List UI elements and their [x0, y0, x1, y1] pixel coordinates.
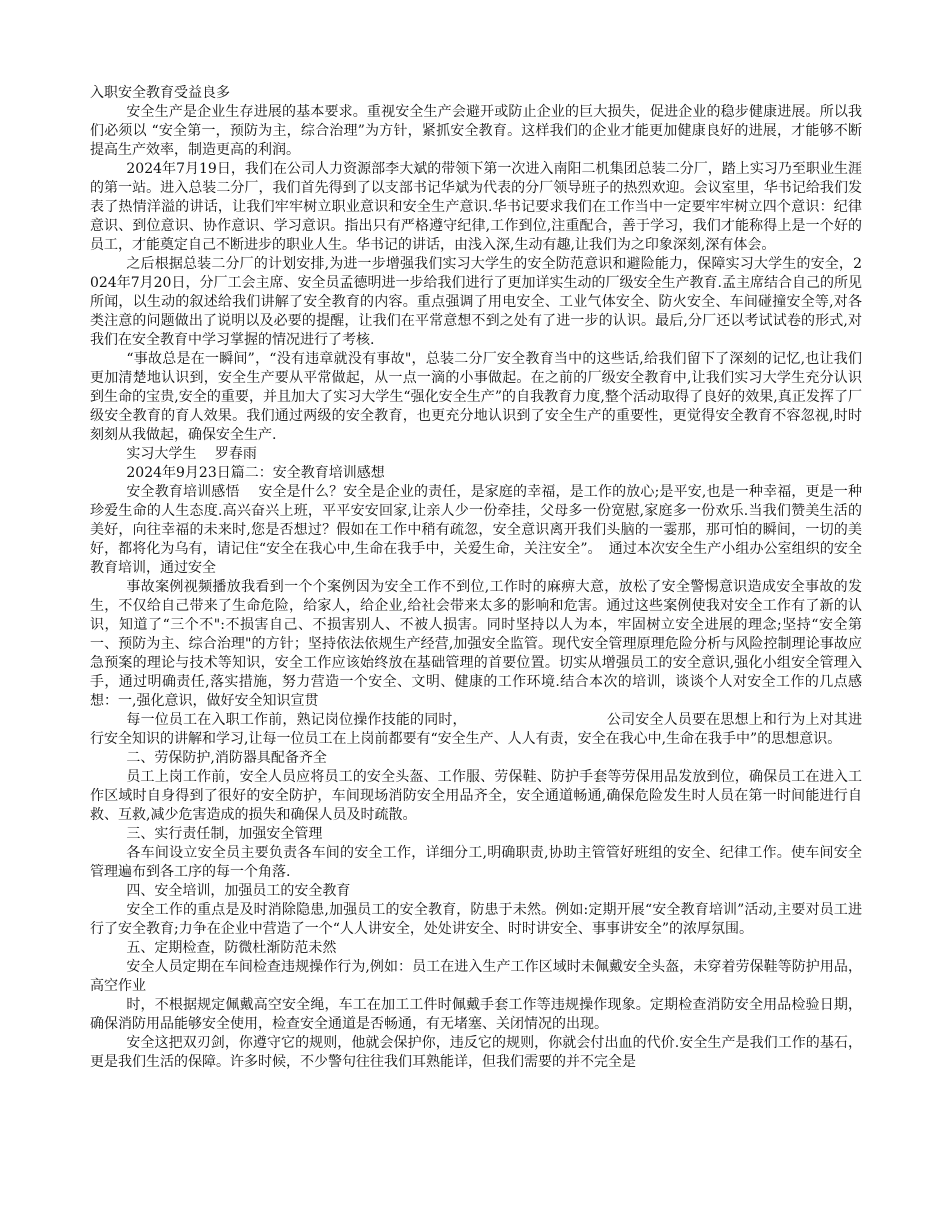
signature: 实习大学生 罗春雨 — [126, 446, 257, 462]
document-page — [90, 84, 862, 1072]
paragraph: 事故案例视频播放我看到一个个案例因为安全工作不到位,工作时的麻痹大意，放松了安全警惕意识造成安全事故的发生，不仅给自己带来了生命危险，给家人，给企业,给社会带来太多的影响和危害。通过这些案例使我对安全工作有了新的认识，知道了“三个不":不损害自己、不损害别人、不被人损害。同时坚持以人为本，牢固树立安全进展的理念;坚持“安全第一、预防为主、综合治理"的方针；坚持依法依规生产经营,加强安全监管。现代安全管理原理危险分析与风险控制理论事故应急预案的理论与技术等知识，安全工作应该始终放在基础管理的首要位置。切实从增强员工的安全意识,强化小组安全管理入手，通过明确责任,落实措施，努力营造一个安全、文明、健康的工作环境.结合本次的培训，谈谈个人对安全工作的几点感想：一,强化意识，做好安全知识宣贯 — [90, 579, 862, 709]
section-heading: 四、安全培训，加强员工的安全教育 — [126, 883, 351, 899]
section-body: 安全人员定期在车间检查违规操作行为,例如：员工在进入生产工作区域时未佩戴安全头盔，未穿着劳保鞋等防护用品，高空作业 — [90, 959, 862, 994]
paragraph: “事故总是在一瞬间”，“没有违章就没有事故"，总装二分厂安全教育当中的这些话,给我们留下了深刻的记忆,也让我们更加清楚地认识到，安全生产要从平常做起，从一点一滴的小事做起。在之前的厂级安全教育中,让我们实习大学生充分认识到生命的宝贵,安全的重要，并且加大了实习大学生“强化安全生产”的自我教育力度,整个活动取得了良好的效果,真正发挥了厂级安全教育的育人效果。我们通过两级的安全教育，也更充分地认识到了安全生产的重要性，更觉得安全教育不容忽视,时时刻刻从我做起，确保安全生产. — [90, 351, 862, 443]
section-body: 各车间设立安全员主要负责各车间的安全工作，详细分工,明确职责,协助主管管好班组的安全、纪律工作。使车间安全管理遍布到各工序的每一个角落. — [90, 845, 862, 880]
section-body: 安全工作的重点是及时消除隐患,加强员工的安全教育，防患于未然。例如:定期开展“安全教育培训”活动,主要对员工进行了安全教育;力争在企业中营造了一个“人人讲安全，处处讲安全、时时讲安全、事事讲安全”的浓厚氛围。 — [90, 902, 862, 937]
paragraph: 2024年7月19日，我们在公司人力资源部李大斌的带领下第一次进入南阳二机集团总装二分厂，踏上实习乃至职业生涯的第一站。进入总装二分厂，我们首先得到了以支部书记华斌为代表的分厂领导班子的热烈欢迎。会议室里，华书记给我们发表了热情洋溢的讲话，让我们牢牢树立职业意识和安全生产意识.华书记要求我们在工作当中一定要牢牢树立四个意识：纪律意识、到位意识、协作意识、学习意识。指出只有严格遵守纪律,工作到位,注重配合，善于学习，我们才能称得上是一个好的员工，才能奠定自己不断进步的职业人生。华书记的讲话，由浅入深,生动有趣,让我们为之印象深刻,深有体会。 — [90, 161, 862, 253]
paragraph: 安全生产是企业生存进展的基本要求。重视安全生产会避开或防止企业的巨大损失，促进企业的稳步健康进展。所以我们必须以 “安全第一，预防为主，综合治理”为方针，紧抓安全教育。这样我们的企业才能更加健康良好的进展，才能够不断提高生产效率，制造更高的利润。 — [90, 104, 862, 158]
section-heading: 三、实行责任制，加强安全管理 — [126, 826, 323, 842]
paragraph: 之后根据总装二分厂的计划安排,为进一步增强我们实习大学生的安全防范意识和避险能力，保障实习大学生的安全，2024年7月20日，分厂工会主席、安全员孟德明进一步给我们进行了更加详实生动的厂级安全生产教育.孟主席结合自己的所见所闻，以生动的叙述给我们讲解了安全教育的内容。重点强调了用电安全、工业气体安全、防火安全、车间碰撞安全等,对各类注意的问题做出了说明以及必要的提醒，让我们在平常意想不到之处有了进一步的认识。最后,分厂还以考试试卷的形式,对我们在安全教育中学习掌握的情况进行了考核. — [90, 256, 862, 348]
document-title: 入职安全教育受益良多 — [90, 85, 230, 101]
closing-paragraph: 安全这把双刃剑，你遵守它的规则，他就会保护你，违反它的规则，你就会付出血的代价.安全生产是我们工作的基石，更是我们生活的保障。许多时候，不少警句往往我们耳熟能详，但我们需要的并不完全是 — [90, 1035, 862, 1070]
section-heading: 五、定期检查，防微杜渐防范未然 — [126, 940, 337, 956]
section-heading: 二、劳保防护,消防器具配备齐全 — [126, 750, 327, 766]
paragraph-part: 公司安全人员要在思想上和行为上对其进行安全知识的讲解和学习,让每一位员工在上岗前都要有“安全生产、人人有责，安全在我心中,生命在我手中”的思想意识。 — [90, 712, 863, 747]
section-body: 员工上岗工作前，安全人员应将员工的安全头盔、工作服、劳保鞋、防护手套等劳保用品发放到位，确保员工在进入工作区域时自身得到了很好的安全防护，车间现场消防安全用品齐全，安全通道畅通,确保危险发生时人员在第一时间能进行自救、互救,减少危害造成的损失和确保人员及时疏散。 — [90, 769, 862, 823]
paragraph: 安全教育培训感悟 安全是什么？安全是企业的责任，是家庭的幸福，是工作的放心;是平安,也是一种幸福，更是一种珍爱生命的人生态度.高兴奋兴上班，平平安安回家,让亲人少一份牵挂，父母多一份宽慰,家庭多一份欢乐.当我们赞美生活的美好，向往幸福的未来时,您是否想过？假如在工作中稍有疏忽，安全意识离开我们头脑的一霎那，那可怕的瞬间，一切的美好，都将化为乌有，请记住“安全在我心中,生命在我手中，关爱生命，关注安全”。 通过本次安全生产小组办公室组织的安全教育培训，通过安全 — [90, 484, 862, 576]
paragraph-with-gap — [90, 711, 862, 749]
date-line: 2024年9月23日篇二：安全教育培训感想 — [126, 465, 385, 481]
paragraph-part: 每一位员工在入职工作前，熟记岗位操作技能的同时， — [126, 712, 467, 728]
section-body: 时，不根据规定佩戴高空安全绳，车工在加工工件时佩戴手套工作等违规操作现象。定期检查消防安全用品检验日期，确保消防用品能够安全使用，检查安全通道是否畅通，有无堵塞、关闭情况的出现。 — [90, 997, 862, 1032]
